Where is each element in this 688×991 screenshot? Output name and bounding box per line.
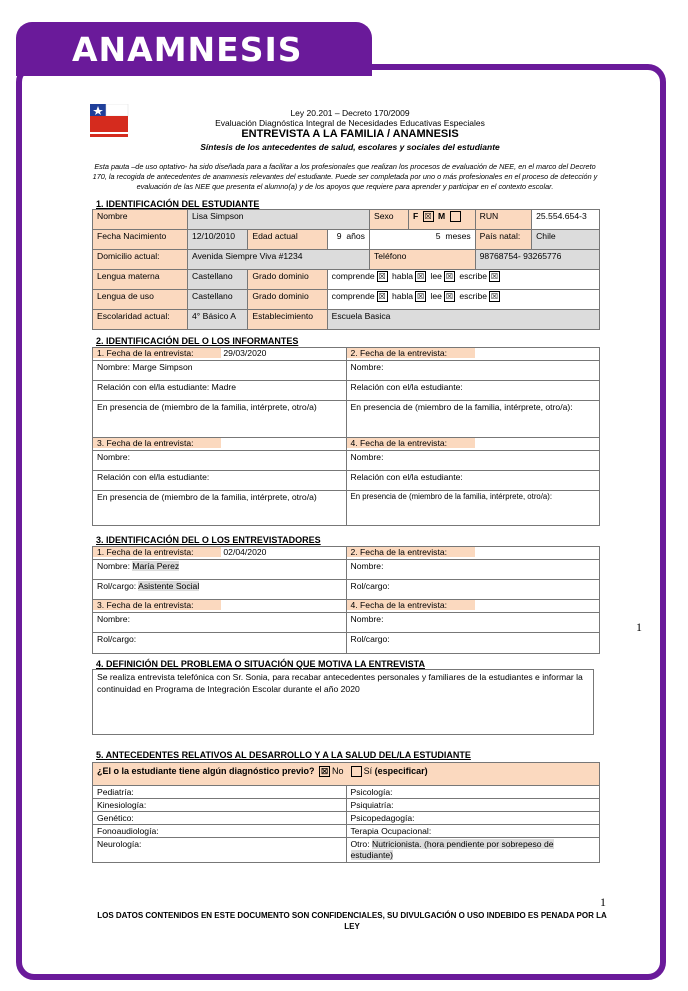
label-lengua-materna: Lengua materna	[93, 270, 188, 290]
checkbox-no-icon[interactable]: ☒	[320, 767, 329, 777]
interviewer-1-name: Nombre: María Perez	[93, 560, 347, 580]
header-synthesis: Síntesis de los antecedentes de salud, escolares y sociales del estudiante	[200, 142, 500, 152]
section-4-title: 4. DEFINICIÓN DEL PROBLEMA O SITUACIÓN QUE MOTIVA LA ENTREVISTA	[96, 659, 426, 669]
diagnosis-question: ¿El o la estudiante tiene algún diagnóstico previo? ☒ No Sí (especificar)	[93, 763, 600, 786]
banner-title: ANAMNESIS	[72, 30, 303, 69]
row-pediatria: Pediatría:	[93, 786, 347, 799]
interviewer-2-rol: Rol/cargo:	[346, 580, 600, 600]
label-sexo: Sexo	[369, 210, 408, 230]
label-run: RUN	[475, 210, 531, 230]
confidential-footer: LOS DATOS CONTENIDOS EN ESTE DOCUMENTO SON CONFIDENCIALES, SU DIVULGACIÓN O USO INDEBIDO ES PENADA POR LA LEY	[97, 911, 607, 931]
checkbox-icon[interactable]: ☒	[378, 292, 386, 302]
section-2-title: 2. IDENTIFICACIÓN DEL O LOS INFORMANTES	[96, 336, 299, 346]
value-establecimiento: Escuela Basica	[327, 310, 599, 330]
label-edad: Edad actual	[248, 230, 327, 250]
informant-3-rel: Relación con el/la estudiante:	[93, 471, 347, 491]
section-3-title: 3. IDENTIFICACIÓN DEL O LOS ENTREVISTADORES	[96, 535, 321, 545]
checkbox-icon[interactable]: ☒	[416, 272, 425, 282]
informant-1-name: Nombre: Marge Simpson	[93, 361, 347, 381]
margin-page-number: 1	[636, 620, 642, 634]
label-fecha-4: 4. Fecha de la entrevista:	[347, 600, 475, 610]
row-terapia: Terapia Ocupacional:	[346, 825, 600, 838]
section-1-title: 1. IDENTIFICACIÓN DEL ESTUDIANTE	[96, 199, 260, 209]
value-lengua-materna: Castellano	[188, 270, 248, 290]
interviewers-table	[92, 546, 600, 654]
checkbox-icon[interactable]: ☒	[490, 292, 499, 302]
label-pais: País natal:	[475, 230, 531, 250]
value-pais: Chile	[532, 230, 600, 250]
label-lengua-uso: Lengua de uso	[93, 290, 188, 310]
intro-text: Esta pauta –de uso optativo- ha sido diseñada para a facilitar a los profesionales que realizan los procesos de evaluación de NEE, en el marco del Decreto 170, la recogida de antecedentes de anamnesis relevantes del estudiante. Puede ser completada por uno o más profesionales en el proceso de detección y evaluación de las NEE que presenta el alumno(a) y de los apoyos que requiere para aprender y participar en el contexto escolar.	[92, 162, 598, 191]
interviewer-4-rol: Rol/cargo:	[346, 633, 600, 654]
value-telefono: 98768754- 93265776	[475, 250, 599, 270]
header-law: Ley 20.201 – Decreto 170/2009	[290, 108, 410, 118]
checkbox-icon[interactable]: ☒	[490, 272, 499, 282]
row-fonoaudiologia: Fonoaudiología:	[93, 825, 347, 838]
checkbox-m-icon[interactable]	[450, 211, 461, 222]
interviewer-1-rol: Rol/cargo: Asistente Social	[93, 580, 347, 600]
ministry-logo	[90, 104, 134, 148]
checkbox-icon[interactable]: ☒	[445, 272, 453, 282]
informants-table	[92, 347, 600, 526]
value-domicilio: Avenida Siempre Viva #1234	[188, 250, 370, 270]
problem-table	[92, 669, 594, 735]
informant-3-name: Nombre:	[93, 451, 347, 471]
value-nombre: Lisa Simpson	[188, 210, 370, 230]
row-psicologia: Psicología:	[346, 786, 600, 799]
interviewer-3-name: Nombre:	[93, 613, 347, 633]
informant-2-rel: Relación con el/la estudiante:	[346, 381, 600, 401]
informant-3-pres: En presencia de (miembro de la familia, intérprete, otro/a)	[93, 491, 347, 526]
value-fecha-1: 29/03/2020	[223, 348, 267, 358]
label-fecha-3: 3. Fecha de la entrevista:	[93, 600, 221, 610]
label-domicilio: Domicilio actual:	[93, 250, 188, 270]
value-meses: 5 meses	[369, 230, 475, 250]
label-nombre: Nombre	[93, 210, 188, 230]
interviewer-2-name: Nombre:	[346, 560, 600, 580]
label-fecha-2: 2. Fecha de la entrevista:	[347, 547, 475, 557]
header-title: ENTREVISTA A LA FAMILIA / ANAMNESIS	[241, 128, 459, 140]
informant-2-pres: En presencia de (miembro de la familia, intérprete, otro/a):	[346, 401, 600, 438]
section-5-title: 5. ANTECEDENTES RELATIVOS AL DESARROLLO Y A LA SALUD DEL/LA ESTUDIANTE	[96, 750, 471, 760]
label-grado-dominio: Grado dominio	[248, 290, 327, 310]
informant-4-rel: Relación con el/la estudiante:	[346, 471, 600, 491]
value-fecha-1: 02/04/2020	[223, 547, 267, 557]
row-kinesiologia: Kinesiología:	[93, 799, 347, 812]
value-fecha-nacimiento: 12/10/2010	[188, 230, 248, 250]
label-escolaridad: Escolaridad actual:	[93, 310, 188, 330]
interviewer-4-name: Nombre:	[346, 613, 600, 633]
row-psicopedagogia: Psicopedagogía:	[346, 812, 600, 825]
informant-1-pres: En presencia de (miembro de la familia, intérprete, otro/a)	[93, 401, 347, 438]
checkbox-si-icon[interactable]	[351, 766, 362, 777]
label-fecha-3: 3. Fecha de la entrevista:	[93, 438, 221, 448]
value-run: 25.554.654-3	[532, 210, 600, 230]
student-table	[92, 209, 600, 330]
value-escolaridad: 4° Básico A	[188, 310, 248, 330]
dominio-options: comprende ☒ habla ☒ lee ☒ escribe ☒	[327, 270, 599, 290]
value-lengua-uso: Castellano	[188, 290, 248, 310]
label-fecha-1: 1. Fecha de la entrevista:	[93, 348, 221, 358]
informant-4-pres: En presencia de (miembro de la familia, intérprete, otro/a):	[346, 491, 600, 526]
label-fecha-nacimiento: Fecha Nacimiento	[93, 230, 188, 250]
row-genetico: Genético:	[93, 812, 347, 825]
label-fecha-4: 4. Fecha de la entrevista:	[347, 438, 475, 448]
interviewer-3-rol: Rol/cargo:	[93, 633, 347, 654]
informant-2-name: Nombre:	[346, 361, 600, 381]
label-grado-dominio: Grado dominio	[248, 270, 327, 290]
dominio-options: comprende ☒ habla ☒ lee ☒ escribe ☒	[327, 290, 599, 310]
row-psiquiatria: Psiquiatría:	[346, 799, 600, 812]
health-table	[92, 762, 600, 863]
checkbox-icon[interactable]: ☒	[378, 272, 386, 282]
value-edad: 9 años	[327, 230, 369, 250]
label-establecimiento: Establecimiento	[248, 310, 327, 330]
label-telefono: Teléfono	[369, 250, 475, 270]
row-otro: Otro: Nutricionista. (hora pendiente por sobrepeso de estudiante)	[346, 838, 600, 863]
checkbox-icon[interactable]: ☒	[445, 292, 453, 302]
informant-1-rel: Relación con el/la estudiante: Madre	[93, 381, 347, 401]
checkbox-f-icon[interactable]: ☒	[424, 212, 432, 222]
page-number: 1	[600, 895, 606, 909]
problem-text: Se realiza entrevista telefónica con Sr. Sonia, para recabar antecedentes personales y familiares de la estudiantes e informar la continuidad en Programa de Integración Escolar durante el año 2020	[93, 670, 594, 735]
sexo-options: F ☒ M	[408, 210, 475, 230]
checkbox-icon[interactable]: ☒	[416, 292, 425, 302]
header-subtitle: Evaluación Diagnóstica Integral de Necesidades Educativas Especiales	[215, 118, 485, 128]
label-fecha-1: 1. Fecha de la entrevista:	[93, 547, 221, 557]
informant-4-name: Nombre:	[346, 451, 600, 471]
row-neurologia: Neurología:	[93, 838, 347, 863]
label-fecha-2: 2. Fecha de la entrevista:	[347, 348, 475, 358]
